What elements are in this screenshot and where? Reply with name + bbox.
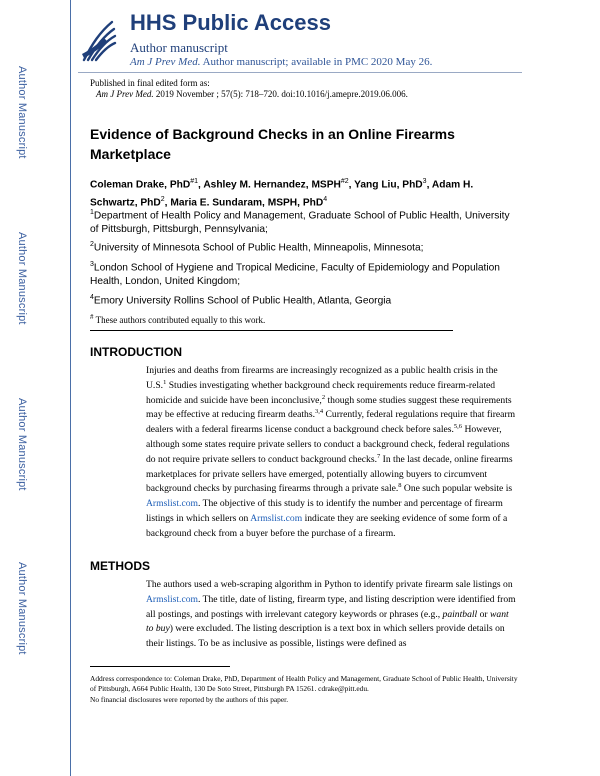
note-text: These authors contributed equally to this work.: [93, 315, 266, 325]
journal-availability: [130, 56, 432, 68]
citation: [96, 89, 408, 99]
citation-ref[interactable]: 7: [376, 452, 381, 460]
citation-details: 2019 November ; 57(5): 718–720. doi:10.1016/j.amepre.2019.06.006.: [153, 89, 408, 99]
affiliation: [90, 238, 520, 255]
author-name: Coleman Drake, PhD: [90, 179, 191, 191]
armslist-link[interactable]: Armslist.com: [250, 512, 303, 524]
affiliation-number: 1: [90, 209, 94, 216]
italic-term: want to buy: [146, 608, 509, 635]
italic-term: paintball: [442, 608, 478, 620]
affiliation: [90, 291, 520, 308]
citation-ref[interactable]: 5,6: [453, 423, 463, 430]
affiliation: [90, 206, 520, 237]
hhs-eagle-logo-icon: [78, 14, 118, 66]
body-text-run: . The objective of this study is to identify the number and percentage of firearm listings in which sellers on: [146, 498, 503, 524]
body-text-run: Currently, federal regulations require that firearm dealers with a federal firearms license conduct a background check before sales.: [146, 409, 516, 436]
body-text-run: The authors used a web-scraping algorithm in Python to identify private firearm sale listings on: [146, 579, 513, 590]
body-text-run: However, although some states require private sellers to conduct a background check, federal regulations do not require private sellers to conduct background checks.: [146, 424, 510, 465]
affiliation-number: 2: [90, 241, 94, 248]
introduction-paragraph: [146, 364, 518, 542]
body-text-run: . The title, date of listing, firearm type, and listing description were identified from all postings, and postings with irrelevant category keywords or phrases (e.g.,: [146, 593, 516, 620]
affiliation-number: 4: [90, 294, 94, 301]
body-text-run: Injuries and deaths from firearms are increasingly recognized as a public health crisis in the U.S.: [146, 365, 498, 391]
side-label: Author Manuscript: [16, 66, 28, 159]
disclosure-footnote: No financial disclosures were reported by the authors of this paper.: [90, 695, 289, 704]
author-name: Yang Liu, PhD: [354, 179, 423, 191]
armslist-link[interactable]: Armslist.com: [146, 593, 198, 605]
author-manuscript-label: Author manuscript: [130, 40, 228, 55]
methods-paragraph: [146, 578, 518, 652]
body-text-run: Studies investigating whether background check requirements reduce firearm-related homicide and suicide have been inconclusive,: [146, 379, 496, 406]
armslist-link[interactable]: Armslist.com: [146, 498, 198, 510]
citation-ref[interactable]: 1: [163, 378, 167, 386]
margin-rule: [70, 0, 71, 776]
side-label: Author Manuscript: [16, 232, 28, 325]
author-list: Coleman Drake, PhD$^{\#1}$, Ashley M. Hernandez, MSPH$^{\#2}$, Yang Liu, PhD$^3$, Adam H. Schwartz, PhD$^2$, Maria E. Sundaram, MSPH, PhD$^4$: [90, 178, 474, 209]
affiliation-text: University of Minnesota School of Public Health, Minneapolis, Minnesota;: [93, 242, 424, 254]
header-divider: [78, 72, 522, 73]
author-affiliation-sup: 2: [160, 196, 165, 204]
affiliation: [90, 258, 520, 289]
body-text-run: indicate they are seeking evidence of some form of a background check from a buyer before the purchase of a firearm.: [146, 512, 508, 539]
author-name: Maria E. Sundaram, MSPH, PhD: [170, 197, 324, 209]
introduction-heading: INTRODUCTION: [90, 345, 182, 359]
note-symbol: #: [90, 313, 94, 321]
body-text-run: In the last decade, online firearms marketplaces for private sellers have emerged, potentially allowing buyers to circumvent background checks by purchasing firearms through a private sale.: [146, 453, 513, 495]
affiliation-number: 3: [90, 261, 94, 268]
equal-contribution-note: [90, 313, 265, 325]
published-line: Published in final edited form as:: [90, 78, 210, 88]
body-text-run: or: [477, 608, 490, 620]
author-affiliation-sup: #2: [340, 178, 349, 185]
side-label: Author Manuscript: [16, 562, 28, 655]
author-name: Adam H. Schwartz, PhD: [90, 179, 474, 209]
side-label: Author Manuscript: [16, 398, 28, 491]
author-affiliation-sup: #1: [190, 178, 199, 185]
author-name: Ashley M. Hernandez, MSPH: [203, 179, 341, 191]
author-affiliation-sup: 3: [422, 178, 427, 185]
hhs-title: HHS Public Access: [130, 10, 331, 35]
body-text-run: One such popular website is: [401, 483, 513, 495]
affiliation-text: Emory University Rollins School of Public Health, Atlanta, Georgia: [93, 295, 392, 307]
affiliation-text: London School of Hygiene and Tropical Medicine, Faculty of Epidemiology and Population Health, London, United Kingdom;: [90, 262, 500, 288]
author-affiliation-sup: 4: [323, 196, 328, 204]
affiliation-text: Department of Health Policy and Management, Graduate School of Public Health, University of Pittsburgh, Pittsburgh, Pennsylvania;: [90, 210, 510, 236]
availability-text: Author manuscript; available in PMC 2020 May 26.: [200, 56, 433, 68]
journal-name: Am J Prev Med.: [130, 56, 201, 68]
article-title: Evidence of Background Checks in an Online Firearms Marketplace: [90, 126, 455, 162]
correspondence-footnote: Address correspondence to: Coleman Drake, PhD, Department of Health Policy and Management, Graduate School of Public Health, University of Pittsburgh, A664 Public Health, 130 De Soto Street, Pittsburgh PA 15261. cdrake@pitt.edu.: [90, 674, 518, 693]
body-text-run: ) were excluded. The listing description is a text box in which sellers provide details on their listings. To be as inclusive as possible, listings were defined as: [146, 623, 505, 650]
section-divider: [90, 330, 453, 331]
footnote-divider: [90, 666, 230, 667]
citation-ref[interactable]: 2: [321, 393, 326, 401]
body-text-run: though some studies suggest these requirements may be effective at reducing firearm deaths.: [146, 394, 512, 421]
citation-ref[interactable]: 3,4: [314, 408, 324, 416]
methods-heading: METHODS: [90, 559, 150, 573]
citation-ref[interactable]: 8: [398, 482, 402, 490]
citation-journal: Am J Prev Med.: [96, 89, 154, 99]
